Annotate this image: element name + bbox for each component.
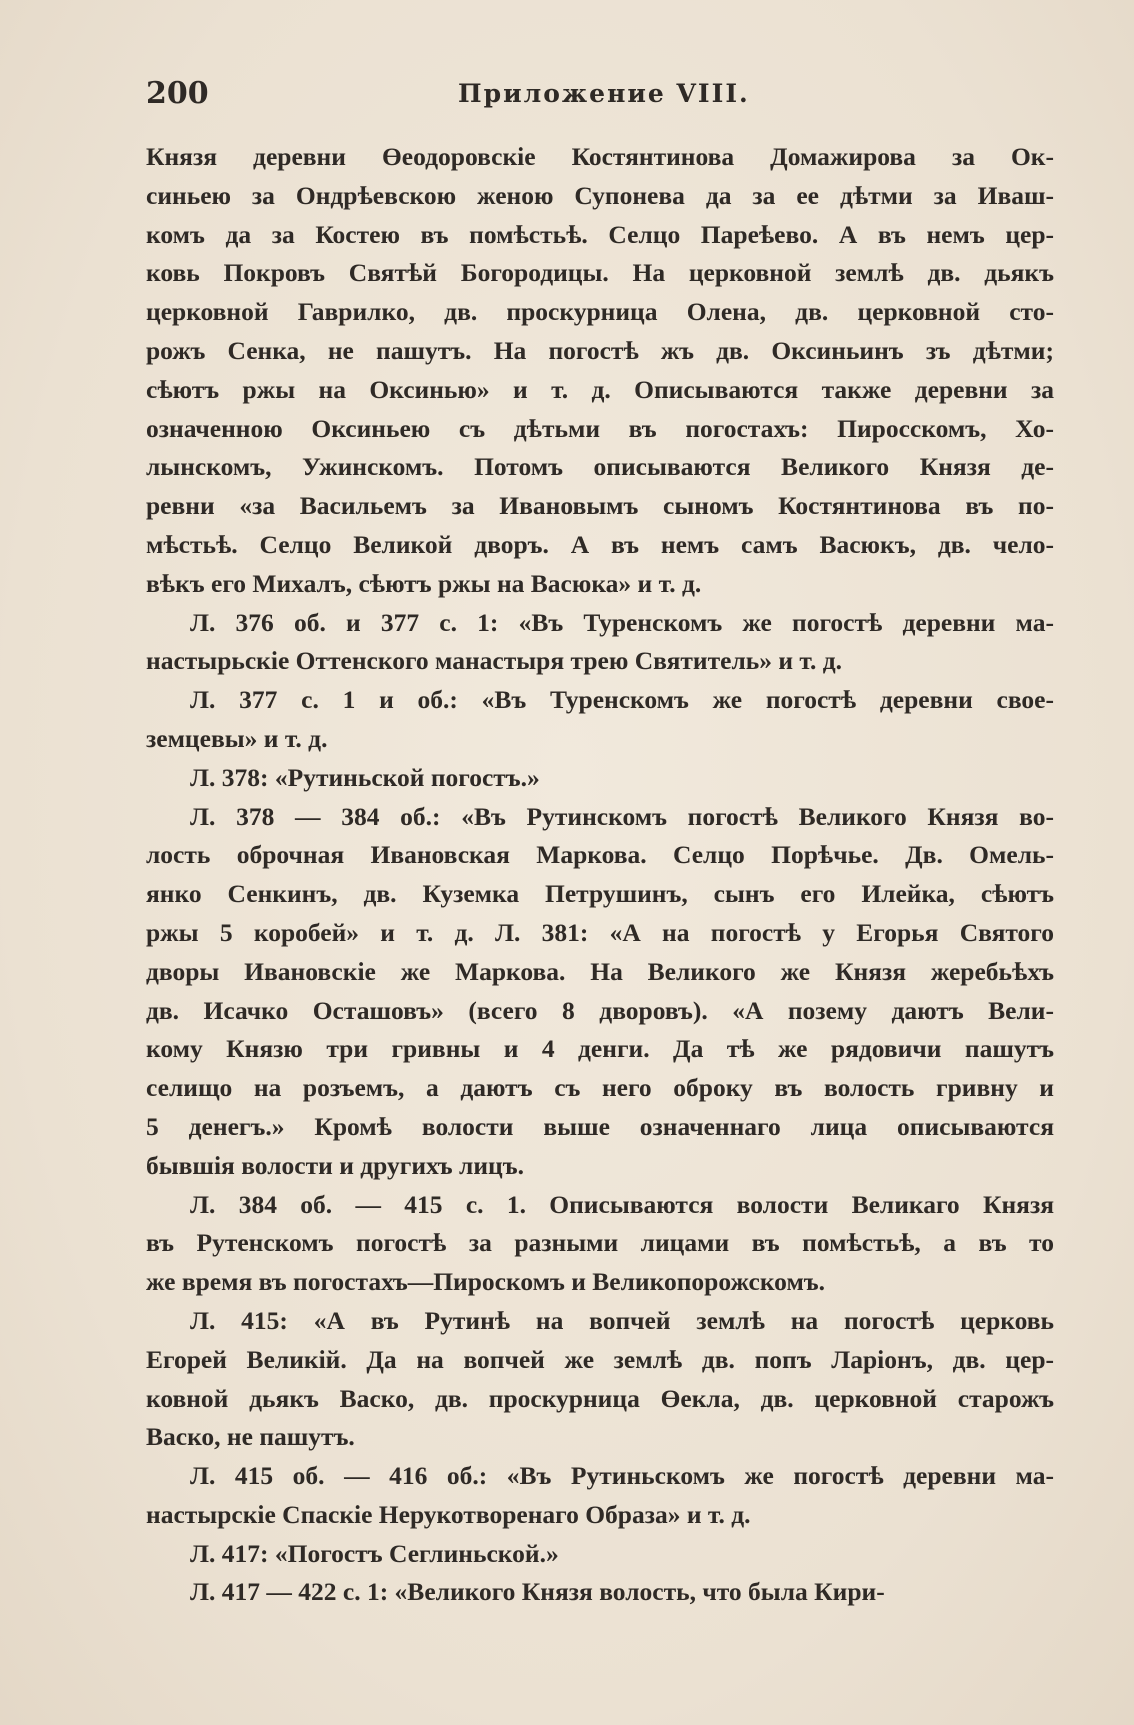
text-line: Л. 376 об. и 377 с. 1: «Въ Туренскомъ же погостѣ деревни ма- <box>190 607 1054 637</box>
text-line: вѣкъ его Михалъ, сѣютъ ржы на Васюка» и т. д. <box>146 568 702 598</box>
text-line: Л. 378: «Рутиньской погостъ.» <box>190 762 540 792</box>
text-line: Л. 417 — 422 с. 1: «Великого Князя волость, что была Кири- <box>190 1577 885 1607</box>
text-line: селищо на розъемъ, а даютъ съ него оброку въ волость гривну и <box>146 1073 1054 1103</box>
running-head: Приложение VIII. <box>458 79 750 108</box>
text-line: настырьскіе Оттенского манастыря трею Святитель» и т. д. <box>146 646 843 676</box>
text-line: Л. 415 об. — 416 об.: «Въ Рутиньскомъ же погостѣ деревни ма- <box>190 1461 1054 1491</box>
text-line: бывшія волости и другихъ лицъ. <box>146 1150 524 1180</box>
text-line: Л. 384 об. — 415 с. 1. Описываются волости Великаго Князя <box>190 1189 1054 1219</box>
text-line: Л. 377 с. 1 и об.: «Въ Туренскомъ же погостѣ деревни свое- <box>190 685 1054 715</box>
text-line: ржы 5 коробей» и т. д. Л. 381: «А на погостѣ у Егорья Святого <box>146 917 1054 947</box>
text-line: мѣстьѣ. Селцо Великой дворъ. А въ немъ самъ Васюкъ, дв. чело- <box>146 529 1054 559</box>
text-line: ковной дьякъ Васко, дв. проскурница Өекла, дв. церковной старожъ <box>146 1383 1054 1413</box>
text-line: комъ да за Костею въ помѣстьѣ. Селцо Пареѣево. А въ немъ цер- <box>146 219 1054 249</box>
text-line: дворы Ивановскіе же Маркова. На Великого же Князя жеребьѣхъ <box>146 956 1054 986</box>
text-line: ковь Покровъ Святѣй Богородицы. На церковной землѣ дв. дьякъ <box>146 258 1054 288</box>
text-line: янко Сенкинъ, дв. Куземка Петрушинъ, сынъ его Илейка, сѣютъ <box>146 879 1054 909</box>
text-line: въ Рутенскомъ погостѣ за разными лицами въ помѣстьѣ, а въ то <box>146 1228 1054 1258</box>
paragraph <box>146 604 1054 682</box>
text-line: Л. 378 — 384 об.: «Въ Рутинскомъ погостѣ Великого Князя во- <box>190 801 1054 831</box>
paragraph <box>146 1535 1054 1574</box>
paragraph <box>146 798 1054 1186</box>
paragraph <box>146 681 1054 759</box>
paragraph <box>146 138 1054 604</box>
body-text <box>146 138 1054 1612</box>
page-number: 200 <box>146 76 209 111</box>
page-header <box>146 76 1054 116</box>
text-line: синьею за Ондрѣевскою женою Супонева да за ее дѣтми за Иваш- <box>146 180 1054 210</box>
text-line: дв. Исачко Осташовъ» (всего 8 дворовъ). «А позему даютъ Вели- <box>146 995 1054 1025</box>
text-line: 5 денегъ.» Кромѣ волости выше означеннаго лица описываются <box>146 1111 1054 1141</box>
text-line: кому Князю три гривны и 4 денги. Да тѣ же рядовичи пашутъ <box>146 1034 1054 1064</box>
paragraph <box>146 1186 1054 1302</box>
text-line: Егорей Великій. Да на вопчей же землѣ дв. попъ Ларіонъ, дв. цер- <box>146 1344 1054 1374</box>
text-line: лынскомъ, Ужинскомъ. Потомъ описываются Великого Князя де- <box>146 452 1054 482</box>
text-line: сѣютъ ржы на Оксинью» и т. д. Описываются также деревни за <box>146 374 1054 404</box>
text-line: ревни «за Васильемъ за Ивановымъ сыномъ Костянтинова въ по- <box>146 491 1054 521</box>
paragraph <box>146 1457 1054 1535</box>
text-line: церковной Гаврилко, дв. проскурница Олена, дв. церковной сто- <box>146 297 1054 327</box>
text-line: означенною Оксиньею съ дѣтьми въ погостахъ: Пиросскомъ, Хо- <box>146 413 1054 443</box>
text-line: же время въ погостахъ—Пироскомъ и Великопорожскомъ. <box>146 1267 826 1297</box>
paragraph <box>146 759 1054 798</box>
paragraph <box>146 1302 1054 1457</box>
text-line: Васко, не пашутъ. <box>146 1422 355 1452</box>
text-line: настырскіе Спаскіе Нерукотворенаго Образа» и т. д. <box>146 1499 751 1529</box>
text-line: земцевы» и т. д. <box>146 723 328 753</box>
text-line: Л. 415: «А въ Рутинѣ на вопчей землѣ на погостѣ церковь <box>190 1305 1054 1335</box>
paragraph <box>146 1573 1054 1612</box>
text-line: лость оброчная Ивановская Маркова. Селцо Порѣчье. Дв. Омель- <box>146 840 1054 870</box>
text-line: рожъ Сенка, не пашутъ. На погостѣ жъ дв. Оксиньинъ зъ дѣтми; <box>146 335 1054 365</box>
text-line: Князя деревни Өеодоровскіе Костянтинова Домажирова за Ок- <box>146 142 1054 171</box>
text-line: Л. 417: «Погостъ Сеглиньской.» <box>190 1538 559 1568</box>
